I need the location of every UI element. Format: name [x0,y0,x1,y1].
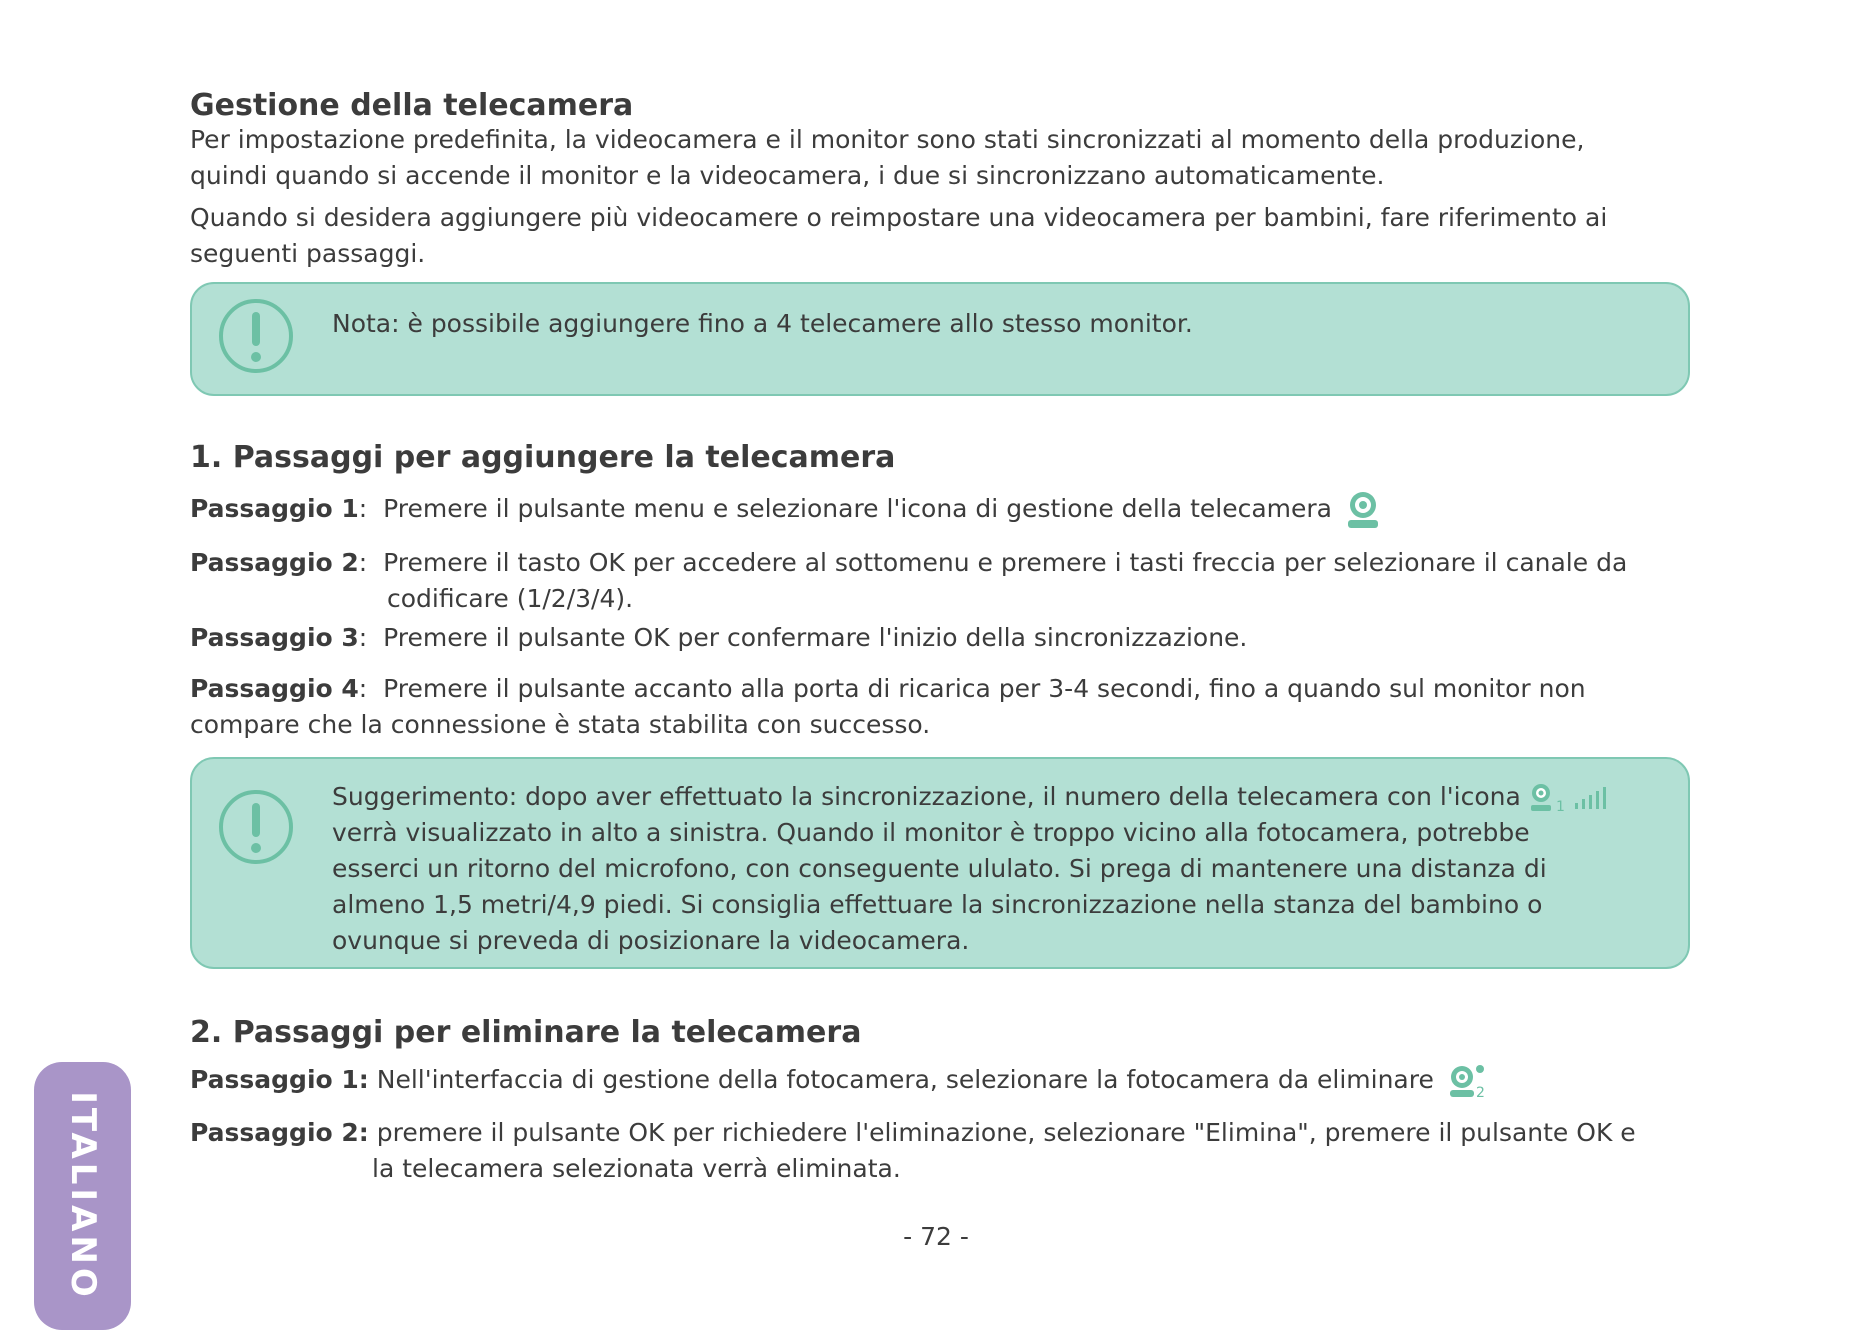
intro-p2-line2: seguenti passaggi. [190,239,426,268]
step-text: Premere il pulsante menu e selezionare l'icona di gestione della telecamera [383,494,1332,523]
tip-text [332,779,1662,959]
intro-p2-line1: Quando si desidera aggiungere più videocamere o reimpostare una videocamera per bambini, fare riferimento ai [190,203,1608,232]
step-text: Premere il tasto OK per accedere al sottomenu e premere i tasti freccia per selezionare il canale da [383,548,1628,577]
exclamation-icon [218,789,294,865]
section-title: Gestione della telecamera [190,88,634,123]
tip-line: Suggerimento: dopo aver effettuato la sincronizzazione, il numero della telecamera con l'icona 1 [332,779,1662,815]
step-sep: : [358,674,368,703]
intro-p1-line1: Per impostazione predefinita, la videocamera e il monitor sono stati sincronizzati al momento della produzione, [190,125,1585,154]
step-sep: : [358,548,368,577]
intro-p1-line2: quindi quando si accende il monitor e la videocamera, i due si sincronizzano automaticamente. [190,161,1385,190]
step-label: Passaggio 2 [190,548,359,577]
tip-line: almeno 1,5 metri/4,9 piedi. Si consiglia effettuare la sincronizzazione nella stanza del bambino o [332,890,1543,919]
step-label: Passaggio 2: [190,1118,369,1147]
delete-step-2 [190,1115,1690,1151]
add-step-1 [190,490,1690,530]
step-label: Passaggio 4 [190,674,359,703]
step-sep: : [358,494,368,523]
signal-strength-icon [1573,785,1607,811]
tip-box [190,757,1690,969]
note-text: Nota: è possibile aggiungere fino a 4 telecamere allo stesso monitor. [332,309,1193,338]
tip-line: esserci un ritorno del microfono, con conseguente ululato. Si prega di mantenere una distanza di [332,854,1547,883]
step-label: Passaggio 1 [190,494,359,523]
page-number: - 72 - [903,1222,969,1251]
camera-number-label: 1 [1555,799,1565,813]
camera-delete-icon [1448,1063,1488,1099]
camera-management-icon [1346,490,1380,530]
camera-number-icon [1529,783,1565,813]
add-step-3 [190,620,1690,656]
language-tab [34,1062,131,1330]
tip-line: verrà visualizzato in alto a sinistra. Quando il monitor è troppo vicino alla fotocamera, potrebbe [332,818,1530,847]
step-text-cont: compare che la connessione è stata stabilita con successo. [190,710,931,739]
exclamation-icon [218,298,294,374]
note-box [190,282,1690,396]
delete-step-1 [190,1062,1690,1099]
intro-paragraph-1 [190,122,1690,194]
add-step-2 [190,545,1690,581]
delete-step-2-cont: la telecamera selezionata verrà eliminata. [372,1154,901,1183]
section1-heading: 1. Passaggi per aggiungere la telecamera [190,440,896,475]
section2-heading: 2. Passaggi per eliminare la telecamera [190,1015,862,1050]
step-text: Premere il pulsante accanto alla porta di ricarica per 3-4 secondi, fino a quando sul monitor non [383,674,1586,703]
add-step-2-cont: codificare (1/2/3/4). [387,584,634,613]
language-tab-label: ITALIANO [62,1091,103,1301]
step-label: Passaggio 1: [190,1065,369,1094]
step-text: Premere il pulsante OK per confermare l'inizio della sincronizzazione. [383,623,1248,652]
intro-paragraph-2 [190,200,1690,272]
step-label: Passaggio 3 [190,623,359,652]
step-text: premere il pulsante OK per richiedere l'eliminazione, selezionare "Elimina", premere il pulsante OK e [376,1118,1636,1147]
step-text: Nell'interfaccia di gestione della fotocamera, selezionare la fotocamera da eliminare [376,1065,1434,1094]
step-sep: : [358,623,368,652]
tip-line: ovunque si preveda di posizionare la videocamera. [332,926,970,955]
add-step-4 [190,671,1690,743]
camera-number-label: 2 [1475,1085,1485,1099]
